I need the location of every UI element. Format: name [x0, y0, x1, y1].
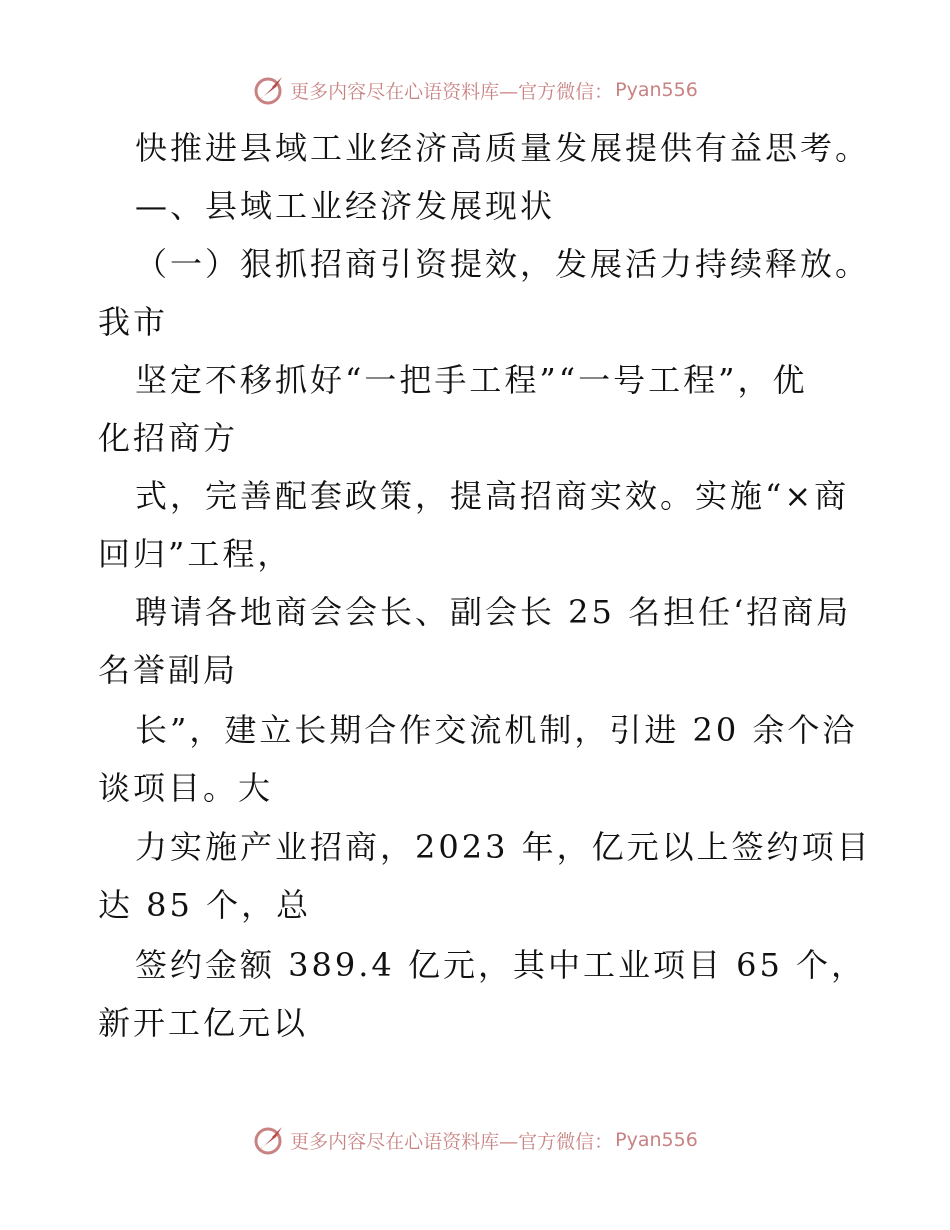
section-heading: —、县域工业经济发展现状	[135, 187, 556, 225]
watermark-id: Pyan556	[615, 79, 698, 101]
paragraph-line: 名誉副局	[98, 651, 239, 689]
watermark-header	[0, 70, 950, 110]
paragraph-line: 化招商方	[98, 419, 239, 457]
paragraph-line: 力实施产业招商，2023 年，亿元以上签约项目	[135, 828, 872, 866]
paragraph-line: 坚定不移抓好“一把手工程”“一号工程”，优	[135, 361, 808, 399]
quill-pen-logo-icon	[252, 73, 286, 107]
watermark-text: 更多内容尽在心语资料库—官方微信：	[290, 80, 614, 103]
paragraph-line: 快推进县域工业经济高质量发展提供有益思考。	[135, 129, 871, 167]
paragraph-line: 谈项目。大	[98, 769, 274, 807]
paragraph-line: 式，完善配套政策，提高招商实效。实施“×商	[135, 477, 850, 515]
paragraph-line: 长”，建立长期合作交流机制，引进 20 余个洽	[135, 711, 858, 749]
watermark-text: 更多内容尽在心语资料库—官方微信：	[290, 1130, 614, 1153]
watermark-id: Pyan556	[615, 1129, 698, 1151]
watermark-footer	[0, 1120, 950, 1160]
paragraph-line: 聘请各地商会会长、副会长 25 名担任‘招商局	[135, 593, 852, 631]
quill-pen-logo-icon	[252, 1123, 286, 1157]
paragraph-line: 我市	[98, 303, 169, 341]
paragraph-line: 回归”工程，	[98, 535, 293, 573]
subsection-heading: （一）狠抓招商引资提效，发展活力持续释放。	[135, 245, 871, 283]
paragraph-line: 达 85 个，总	[98, 886, 312, 924]
paragraph-line: 签约金额 389.4 亿元，其中工业项目 65 个，	[135, 946, 867, 984]
paragraph-line: 新开工亿元以	[98, 1004, 309, 1042]
